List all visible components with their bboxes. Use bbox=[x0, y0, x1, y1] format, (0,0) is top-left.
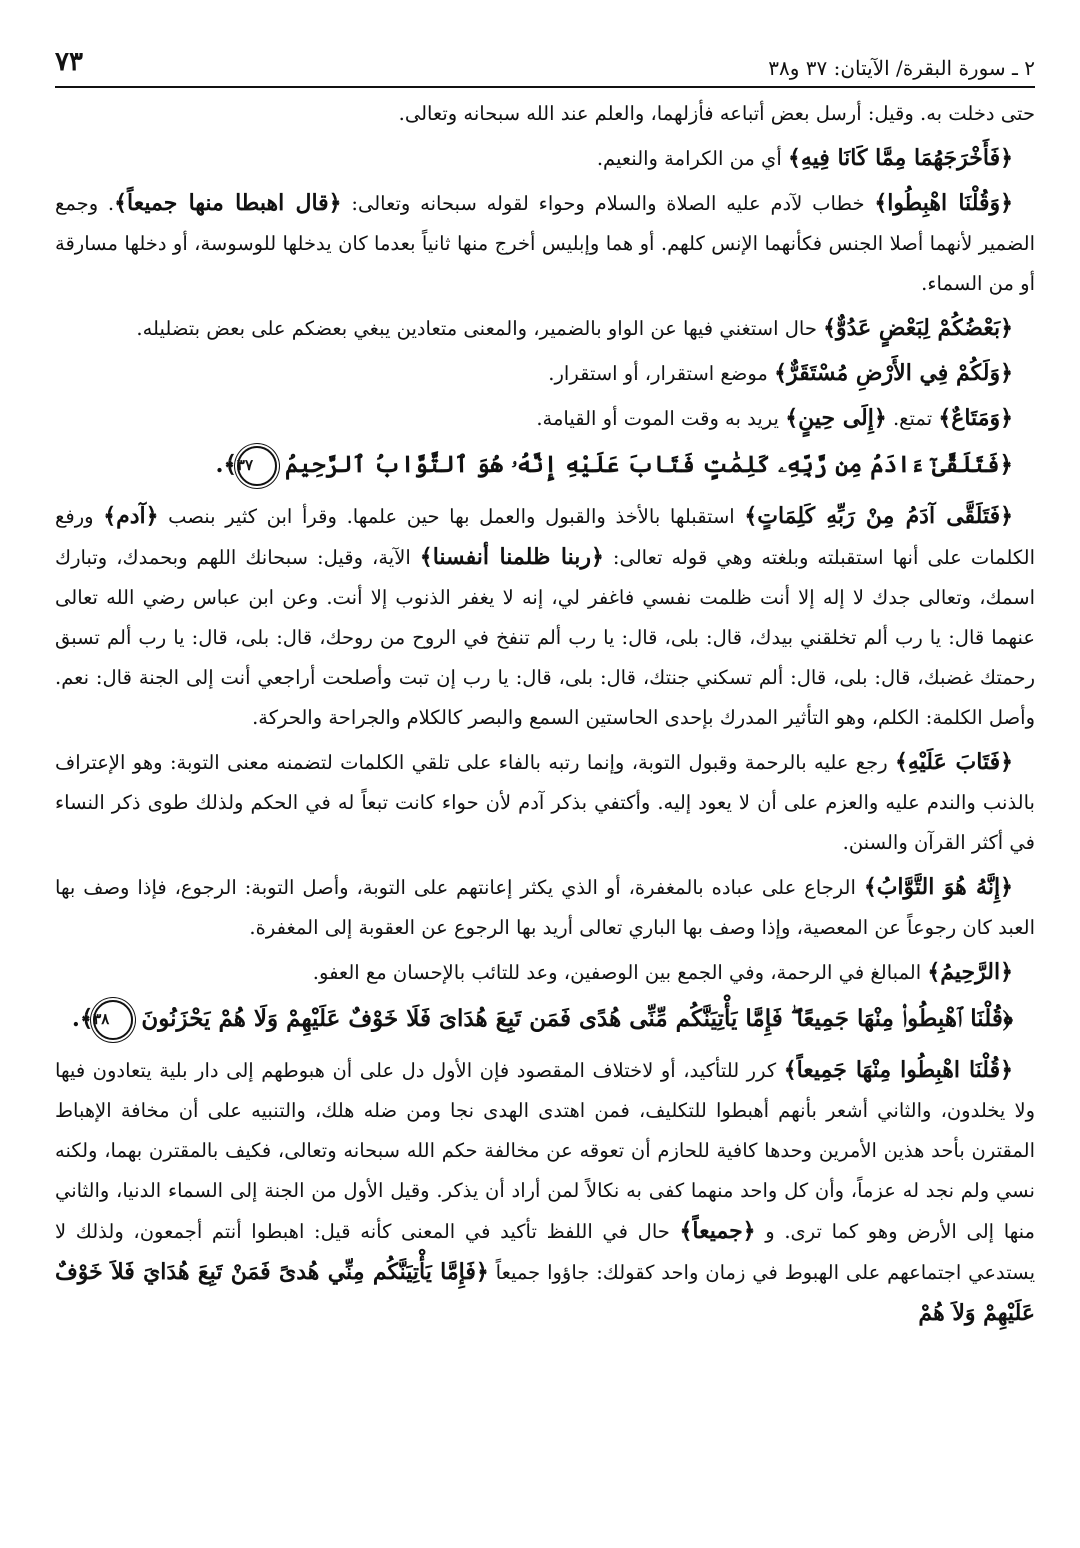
paragraph-text: ورفع الكلمات على أنها استقبلته وبلغته وهي قوله تعالى: bbox=[55, 505, 1035, 569]
verse-number-ornament: ٣٧ bbox=[237, 446, 277, 486]
paragraph bbox=[55, 183, 1035, 304]
paragraph bbox=[55, 94, 1035, 134]
quran-quote: ﴿وَقُلْنَا اهْبِطُوا﴾ bbox=[874, 190, 1014, 216]
verse-37 bbox=[55, 445, 1035, 486]
paragraph-text: يريد به وقت الموت أو القيامة. bbox=[536, 407, 786, 430]
quran-quote: ﴿قال اهبطا منها جميعاً﴾ bbox=[114, 190, 342, 216]
verse-text: ﴿قُلْنَا ٱهْبِطُوا۟ مِنْهَا جَمِيعًا ۖ فَإِمَّا يَأْتِيَنَّكُم مِّنِّى هُدًى فَمَن تَبِعَ هُدَاىَ فَلَا خَوْفٌ عَلَيْهِمْ وَلَا هُمْ يَحْزَنُونَ bbox=[141, 1005, 1013, 1032]
verse-text: ﴿فَتَلَقَّىٰٓ ءَادَمُ مِن رَّبِّهِۦ كَلِمَٰتٍ فَتَابَ عَلَيْهِ إِنَّهُۥ هُوَ ٱلتَّوَّابُ ٱلرَّحِيمُ bbox=[285, 451, 1013, 478]
quran-quote: ﴿وَمَتَاعٌ﴾ bbox=[938, 405, 1013, 431]
paragraph bbox=[55, 496, 1035, 738]
paragraph bbox=[55, 138, 1035, 179]
paragraph-text: موضع استقرار، أو استقرار. bbox=[548, 362, 775, 385]
paragraph-text: حتى دخلت به. وقيل: أرسل بعض أتباعه فأزلهما، والعلم عند الله سبحانه وتعالى. bbox=[398, 102, 1035, 125]
verse-number-ornament: ٣٨ bbox=[93, 1000, 133, 1040]
paragraph-text: الرجاع على عباده بالمغفرة، أو الذي يكثر إعانتهم على التوبة، وأصل التوبة: الرجوع، فإذا وصف بها العبد كان رجوعاً عن المعصية، وإذا وصف بها الباري تعالى أريد بها الرجوع عن العقوبة إلى المغفرة. bbox=[55, 876, 1035, 939]
paragraph-text: خطاب لآدم عليه الصلاة والسلام وحواء لقوله سبحانه وتعالى: bbox=[341, 192, 875, 215]
paragraph-text: المبالغ في الرحمة، وفي الجمع بين الوصفين، وعد للتائب بالإحسان مع العفو. bbox=[312, 961, 928, 984]
verse-closing: ﴾. bbox=[71, 1005, 94, 1032]
paragraph-text: أي من الكرامة والنعيم. bbox=[596, 147, 788, 170]
paragraph bbox=[55, 867, 1035, 948]
paragraph-text: حال في اللفظ تأكيد في المعنى كأنه قيل: اهبطوا أنتم أجمعون، ولذلك لا يستدعي اجتماعهم على الهبوط في زمان واحد كقولك: جاؤوا جميعاً bbox=[55, 1220, 1036, 1284]
running-title: ٢ ـ سورة البقرة/ الآيتان: ٣٧ و٣٨ bbox=[768, 56, 1035, 80]
book-page bbox=[55, 48, 1035, 1338]
quran-quote: ﴿إِلَى حِينٍ﴾ bbox=[785, 405, 887, 431]
quran-quote: ﴿ربنا ظلمنا أنفسنا﴾ bbox=[419, 544, 604, 570]
quran-quote: ﴿قُلْنَا اهْبِطُوا مِنْهَا جَمِيعاً﴾ bbox=[783, 1057, 1013, 1083]
paragraph-text: تمتع. bbox=[886, 407, 939, 430]
paragraph-text: رجع عليه بالرحمة وقبول التوبة، وإنما رتبه بالفاء على تلقي الكلمات لتضمنه معنى التوبة: وهو الإعتراف بالذنب والندم عليه والعزم على أن لا يعود إليه. وأكتفي بذكر آدم لأن حواء كانت تبعاً له في الحكم ولذلك طوى ذكر النساء في أكثر القرآن والسنن. bbox=[55, 751, 1035, 854]
quran-quote: ﴿آدم﴾ bbox=[103, 503, 159, 529]
paragraph-text: الآية، وقيل: سبحانك اللهم وبحمدك، وتبارك اسمك، وتعالى جدك لا إله إلا أنت ظلمت نفسي فاغفر لي، إنه لا يغفر الذنوب إلا أنت. وعن ابن عباس رضي الله تعالى عنهما قال: يا رب ألم تخلقني بيدك، قال: بلى، قال: يا رب ألم تنفخ في الروح من روحك، قال: بلى، قال: يا رب ألم تسبق رحمتك غضبك، قال: بلى، قال: ألم تسكني جنتك، قال: بلى، قال: يا رب إن تبت وأصلحت أراجعي أنت إلى الجنة قال: نعم. وأصل الكلمة: الكلم، وهو التأثير المدرك بإحدى الحاستين السمع والبصر كالكلام والجراحة والحركة. bbox=[55, 546, 1035, 729]
paragraph bbox=[55, 952, 1035, 993]
quran-quote: ﴿بَعْضُكُمْ لِبَعْضٍ عَدُوٌّ﴾ bbox=[823, 315, 1013, 341]
paragraph bbox=[55, 742, 1035, 863]
quran-quote: ﴿فَتَابَ عَلَيْهِ﴾ bbox=[894, 749, 1013, 775]
verse-38 bbox=[55, 999, 1035, 1040]
page-header bbox=[55, 48, 1035, 88]
quran-quote: ﴿جميعاً﴾ bbox=[679, 1218, 756, 1244]
paragraph bbox=[55, 398, 1035, 439]
paragraph-text: استقبلها بالأخذ والقبول والعمل بها حين علمها. وقرأ ابن كثير بنصب bbox=[158, 505, 745, 528]
paragraph-text: كرر للتأكيد، أو لاختلاف المقصود فإن الأول دل على أن هبوطهم إلى دار بلية يتعادون فيها ولا يخلدون، والثاني أشعر بأنهم أهبطوا للتكليف، فمن اهتدى الهدى نجا ومن ضله هلك، والتنبيه على أن مخافة الإهباط المقترن بأحد هذين الأمرين وحدها كافية للحازم أن تعوقه عن مخالفة حكم الله سبحانه وتعالى، فكيف بالمقترن بهما، ولكنه نسي ولم نجد له عزماً، وأن كل واحد منهما كفى به نكالاً لمن أراد أن يذكر. وقيل الأول من الجنة إلى السماء الدنيا، والثاني منها إلى الأرض وهو كما ترى. و bbox=[55, 1059, 1035, 1243]
quran-quote: ﴿الرَّحِيمُ﴾ bbox=[927, 959, 1013, 985]
quran-quote: ﴿إِنَّهُ هُوَ التَّوَّابُ﴾ bbox=[863, 874, 1013, 900]
quran-quote: ﴿وَلَكُمْ فِي الأَرْضِ مُسْتَقَرٌّ﴾ bbox=[774, 360, 1013, 386]
quran-quote: ﴿فَأَخْرَجَهُمَا مِمَّا كَانَا فِيهِ﴾ bbox=[787, 145, 1013, 171]
quran-quote: ﴿فَإِمَّا يَأْتِيَنَّكُم مِنِّي هُدىً فَمَنْ تَبِعَ هُدَايَ فَلاَ خَوْفٌ عَلَيْهِمْ وَلاَ هُمْ bbox=[55, 1259, 1035, 1326]
paragraph bbox=[55, 308, 1035, 349]
paragraph bbox=[55, 353, 1035, 394]
paragraph-text: حال استغني فيها عن الواو بالضمير، والمعنى متعادين يبغي بعضكم على بعض بتضليله. bbox=[136, 317, 824, 340]
page-number: ٧٣ bbox=[55, 47, 83, 77]
verse-closing: ﴾. bbox=[215, 451, 238, 478]
paragraph bbox=[55, 1050, 1035, 1334]
quran-quote: ﴿فَتَلَقَّى آدَمُ مِنْ رَبِّهِ كَلِمَاتٍ﴾ bbox=[744, 503, 1014, 529]
paragraph-text: . وجمع الضمير لأنهما أصلا الجنس فكأنهما الإنس كلهم. أو هما وإبليس أخرج منها ثانياً بعدما كان يدخلها للوسوسة، أو دخلها مسارقة أو من السماء. bbox=[55, 192, 1035, 295]
